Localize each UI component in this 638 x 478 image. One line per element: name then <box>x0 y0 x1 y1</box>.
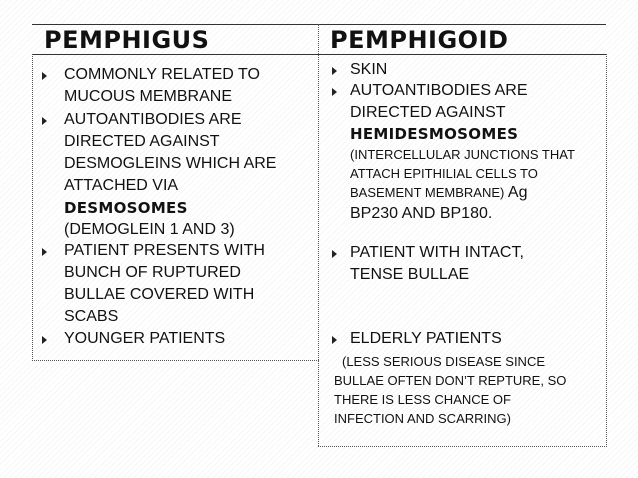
pemphigoid-header: PEMPHIGOID <box>330 26 509 54</box>
list-item-text <box>350 183 527 203</box>
list-item-note: BULLAE OFTEN DON’T REPTURE, SO <box>334 373 567 388</box>
bullet-icon <box>332 336 337 344</box>
list-item-text: BP230 AND BP180. <box>350 205 493 222</box>
table-top-rule <box>32 24 606 25</box>
list-item-note: INFECTION AND SCARRING) <box>334 411 511 426</box>
list-item-text: ATTACHED VIA <box>64 177 179 194</box>
list-item-text: MUCOUS MEMBRANE <box>64 88 233 105</box>
pemphigus-header: PEMPHIGUS <box>44 26 210 54</box>
list-item-text: (DEMOGLEIN 1 AND 3) <box>64 221 235 238</box>
list-item-text: ELDERLY PATIENTS <box>350 330 502 347</box>
column-divider <box>318 24 319 446</box>
bullet-icon <box>332 250 337 258</box>
list-item-text: COMMONLY RELATED TO <box>64 66 260 83</box>
antigen-label: Ag <box>504 184 528 201</box>
list-item-text: DIRECTED AGAINST <box>350 104 506 121</box>
list-item-note: (INTERCELLULAR JUNCTIONS THAT <box>350 147 575 162</box>
list-item-text: PATIENT PRESENTS WITH <box>64 242 265 259</box>
list-item-text: YOUNGER PATIENTS <box>64 330 226 347</box>
bullet-icon <box>42 117 47 125</box>
list-item-text: DESMOGLEINS WHICH ARE <box>64 155 277 172</box>
desmosomes-term: DESMOSOMES <box>64 199 188 217</box>
bullet-icon <box>42 248 47 256</box>
list-item-note: BASEMENT MEMBRANE) <box>350 185 505 200</box>
list-item-text: DIRECTED AGAINST <box>64 133 220 150</box>
bullet-icon <box>42 72 47 80</box>
list-item-text: BULLAE COVERED WITH <box>64 286 255 303</box>
list-item-text: SKIN <box>350 61 388 78</box>
list-item-text: TENSE BULLAE <box>350 266 470 283</box>
bullet-icon <box>42 336 47 344</box>
bullet-icon <box>332 67 337 75</box>
list-item-text: PATIENT WITH INTACT, <box>350 244 524 261</box>
list-item-note: THERE IS LESS CHANCE OF <box>334 392 511 407</box>
bullet-icon <box>332 88 337 96</box>
list-item-text: SCABS <box>64 308 119 325</box>
list-item-text: AUTOANTIBODIES ARE <box>350 82 528 99</box>
list-item-text: AUTOANTIBODIES ARE <box>64 111 242 128</box>
list-item-note: ATTACH EPITHILIAL CELLS TO <box>350 166 538 181</box>
hemidesmosomes-term: HEMIDESMOSOMES <box>350 125 519 143</box>
list-item-note: (LESS SERIOUS DISEASE SINCE <box>342 354 546 369</box>
list-item-text: BUNCH OF RUPTURED <box>64 264 241 281</box>
